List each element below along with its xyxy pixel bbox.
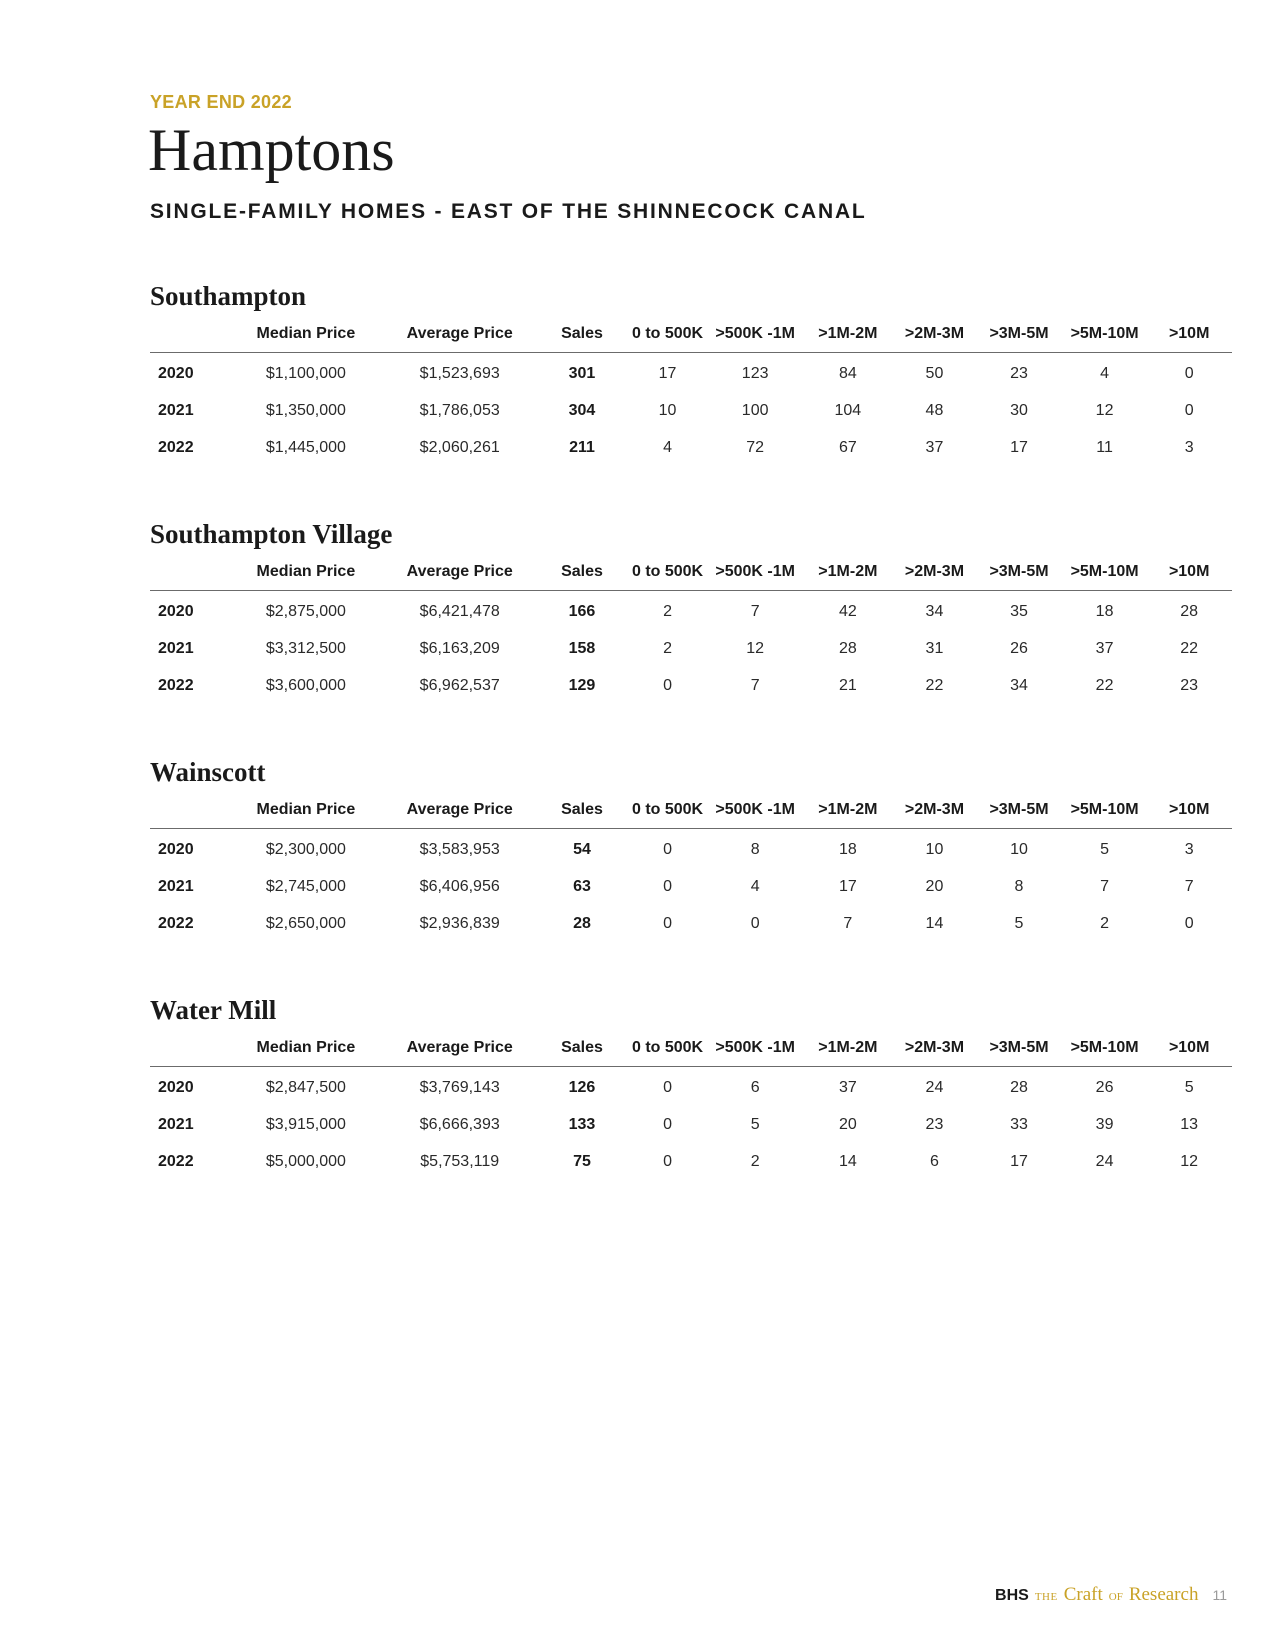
col-header-1m-2m: >1M-2M	[802, 792, 894, 829]
cell-3m-5m: 35	[1010, 602, 1028, 620]
cell-average-price: $6,421,478	[419, 602, 500, 620]
cell-1m-2m: 67	[838, 438, 857, 456]
cell-1m-2m: 37	[838, 1078, 857, 1096]
cell-3m-5m: 17	[1010, 438, 1028, 456]
footer-brand: BHS	[995, 1587, 1029, 1604]
table-row	[150, 829, 1232, 869]
cell-year: 2020	[158, 840, 194, 858]
section-wainscott	[150, 752, 1232, 942]
col-header-median-price: Median Price	[229, 316, 382, 353]
cell-0-500k: 0	[663, 1152, 672, 1170]
footer-brand-the: THE	[1034, 1591, 1058, 1603]
cell-500k-1m: 7	[750, 602, 760, 620]
cell-5m-10m: 37	[1095, 639, 1114, 657]
cell-2m-3m: 24	[925, 1078, 944, 1096]
cell-10m: 12	[1180, 1152, 1199, 1170]
table-header-row	[150, 316, 1232, 353]
col-header-year	[150, 554, 229, 591]
cell-median-price: $3,915,000	[265, 1115, 346, 1133]
cell-500k-1m: 2	[750, 1152, 760, 1170]
cell-10m: 22	[1180, 639, 1199, 657]
cell-10m: 0	[1184, 914, 1194, 932]
cell-0-500k: 0	[663, 1115, 672, 1133]
cell-average-price: $2,936,839	[419, 914, 500, 932]
col-header-average-price: Average Price	[382, 554, 537, 591]
cell-year: 2020	[158, 1078, 194, 1096]
cell-500k-1m: 6	[750, 1078, 760, 1096]
cell-2m-3m: 22	[925, 676, 944, 694]
cell-10m: 3	[1184, 438, 1194, 456]
table-row	[150, 1143, 1232, 1180]
col-header-sales: Sales	[537, 316, 627, 353]
cell-median-price: $2,300,000	[265, 840, 346, 858]
cell-5m-10m: 2	[1100, 914, 1110, 932]
cell-year: 2021	[158, 401, 194, 419]
cell-median-price: $2,745,000	[265, 877, 346, 895]
cell-5m-10m: 11	[1096, 438, 1113, 456]
cell-3m-5m: 5	[1014, 914, 1024, 932]
col-header-0-500k: 0 to 500K	[627, 1030, 709, 1067]
cell-500k-1m: 7	[750, 676, 760, 694]
cell-median-price: $1,445,000	[265, 438, 346, 456]
cell-5m-10m: 18	[1095, 602, 1114, 620]
cell-average-price: $2,060,261	[419, 438, 500, 456]
cell-3m-5m: 10	[1010, 840, 1028, 858]
col-header-year	[150, 792, 229, 829]
cell-0-500k: 2	[663, 602, 672, 620]
page-number: 11	[1212, 1587, 1227, 1603]
section-title: Southampton	[150, 281, 307, 311]
col-header-0-500k: 0 to 500K	[627, 554, 709, 591]
cell-10m: 5	[1184, 1078, 1194, 1096]
cell-2m-3m: 10	[925, 840, 944, 858]
cell-0-500k: 10	[658, 401, 677, 419]
data-table	[150, 792, 1232, 942]
cell-3m-5m: 8	[1014, 877, 1024, 895]
cell-1m-2m: 42	[838, 602, 857, 620]
cell-2m-3m: 14	[925, 914, 944, 932]
table-header-row	[150, 1030, 1232, 1067]
col-header-500k-1m: >500K -1M	[708, 554, 802, 591]
cell-year: 2022	[158, 438, 194, 456]
cell-year: 2022	[158, 914, 194, 932]
table-header-row	[150, 554, 1232, 591]
col-header-sales: Sales	[537, 554, 627, 591]
cell-3m-5m: 34	[1010, 676, 1028, 694]
cell-average-price: $5,753,119	[420, 1152, 500, 1170]
cell-10m: 7	[1184, 877, 1194, 895]
cell-year: 2022	[158, 1152, 194, 1170]
cell-10m: 23	[1180, 676, 1199, 694]
cell-10m: 0	[1184, 364, 1194, 382]
col-header-3m-5m: >3M-5M	[975, 1030, 1063, 1067]
section-southampton-village	[150, 514, 1232, 704]
table-row	[150, 868, 1232, 905]
col-header-median-price: Median Price	[229, 554, 382, 591]
cell-2m-3m: 6	[930, 1152, 939, 1170]
cell-5m-10m: 22	[1095, 676, 1114, 694]
col-header-1m-2m: >1M-2M	[802, 554, 894, 591]
col-header-500k-1m: >500K -1M	[708, 792, 802, 829]
cell-10m: 3	[1184, 840, 1194, 858]
cell-5m-10m: 12	[1095, 401, 1114, 419]
cell-0-500k: 0	[663, 914, 672, 932]
cell-0-500k: 4	[663, 438, 672, 456]
cell-3m-5m: 28	[1010, 1078, 1028, 1096]
cell-average-price: $6,666,393	[419, 1115, 500, 1133]
cell-1m-2m: 28	[838, 639, 857, 657]
cell-3m-5m: 23	[1010, 364, 1028, 382]
footer-brand-of: OF	[1108, 1591, 1123, 1603]
cell-2m-3m: 34	[925, 602, 944, 620]
cell-3m-5m: 33	[1010, 1115, 1028, 1133]
cell-1m-2m: 104	[834, 401, 862, 419]
col-header-10m: >10M	[1146, 554, 1232, 591]
cell-5m-10m: 5	[1100, 840, 1110, 858]
cell-sales: 166	[568, 602, 596, 620]
col-header-1m-2m: >1M-2M	[802, 316, 894, 353]
page-subtitle: SINGLE-FAMILY HOMES - EAST OF THE SHINNECOCK CANAL	[150, 200, 867, 223]
table-row	[150, 429, 1232, 466]
cell-average-price: $6,962,537	[419, 676, 500, 694]
cell-2m-3m: 37	[925, 438, 944, 456]
cell-average-price: $1,523,693	[419, 364, 500, 382]
footer-brand-craft: Craft	[1063, 1584, 1103, 1605]
cell-500k-1m: 0	[750, 914, 760, 932]
cell-2m-3m: 23	[925, 1115, 944, 1133]
cell-average-price: $3,583,953	[419, 840, 500, 858]
col-header-2m-3m: >2M-3M	[894, 316, 976, 353]
col-header-year	[150, 316, 229, 353]
cell-10m: 13	[1180, 1115, 1199, 1133]
section-southampton	[150, 276, 1232, 466]
col-header-2m-3m: >2M-3M	[894, 792, 976, 829]
cell-year: 2021	[158, 1115, 194, 1133]
cell-2m-3m: 50	[925, 364, 944, 382]
cell-median-price: $2,847,500	[265, 1078, 346, 1096]
cell-2m-3m: 48	[925, 401, 944, 419]
col-header-10m: >10M	[1146, 1030, 1232, 1067]
cell-sales: 63	[573, 877, 591, 895]
section-title: Southampton Village	[150, 519, 393, 549]
cell-1m-2m: 14	[838, 1152, 857, 1170]
cell-average-price: $6,406,956	[419, 877, 500, 895]
cell-500k-1m: 72	[746, 438, 765, 456]
cell-median-price: $3,312,500	[265, 639, 346, 657]
cell-year: 2020	[158, 364, 194, 382]
cell-1m-2m: 18	[838, 840, 857, 858]
cell-average-price: $3,769,143	[419, 1078, 500, 1096]
col-header-median-price: Median Price	[229, 792, 382, 829]
cell-median-price: $1,350,000	[265, 401, 346, 419]
table-row	[150, 667, 1232, 704]
section-water-mill	[150, 990, 1232, 1180]
cell-5m-10m: 7	[1100, 877, 1110, 895]
cell-3m-5m: 30	[1010, 401, 1028, 419]
cell-500k-1m: 123	[741, 364, 769, 382]
cell-10m: 0	[1184, 401, 1194, 419]
table-row	[150, 591, 1232, 631]
col-header-2m-3m: >2M-3M	[894, 1030, 976, 1067]
cell-0-500k: 0	[663, 676, 672, 694]
footer-brand-research: Research	[1128, 1584, 1199, 1605]
cell-500k-1m: 4	[750, 877, 760, 895]
cell-median-price: $2,650,000	[265, 914, 346, 932]
table-row	[150, 1067, 1232, 1107]
col-header-5m-10m: >5M-10M	[1063, 554, 1147, 591]
section-title: Water Mill	[150, 995, 277, 1025]
cell-median-price: $3,600,000	[265, 676, 346, 694]
cell-5m-10m: 24	[1095, 1152, 1114, 1170]
cell-1m-2m: 7	[843, 914, 853, 932]
col-header-average-price: Average Price	[382, 1030, 537, 1067]
col-header-year	[150, 1030, 229, 1067]
table-row	[150, 392, 1232, 429]
cell-sales: 28	[573, 914, 591, 932]
col-header-3m-5m: >3M-5M	[975, 792, 1063, 829]
col-header-3m-5m: >3M-5M	[975, 316, 1063, 353]
col-header-5m-10m: >5M-10M	[1063, 1030, 1147, 1067]
cell-0-500k: 0	[663, 877, 672, 895]
col-header-average-price: Average Price	[382, 792, 537, 829]
cell-sales: 129	[568, 676, 596, 694]
cell-500k-1m: 8	[750, 840, 760, 858]
cell-median-price: $1,100,000	[265, 364, 346, 382]
cell-1m-2m: 84	[838, 364, 857, 382]
cell-0-500k: 17	[658, 364, 677, 382]
col-header-sales: Sales	[537, 1030, 627, 1067]
cell-year: 2020	[158, 602, 194, 620]
col-header-0-500k: 0 to 500K	[627, 316, 709, 353]
cell-0-500k: 0	[663, 1078, 672, 1096]
cell-median-price: $5,000,000	[265, 1152, 346, 1170]
cell-sales: 301	[568, 364, 596, 382]
cell-year: 2021	[158, 877, 194, 895]
cell-5m-10m: 26	[1095, 1078, 1114, 1096]
col-header-2m-3m: >2M-3M	[894, 554, 976, 591]
cell-sales: 54	[573, 840, 591, 858]
cell-average-price: $1,786,053	[419, 401, 500, 419]
table-row	[150, 1106, 1232, 1143]
col-header-10m: >10M	[1146, 792, 1232, 829]
cell-1m-2m: 21	[838, 676, 857, 694]
cell-10m: 28	[1180, 602, 1199, 620]
cell-year: 2022	[158, 676, 194, 694]
data-table	[150, 554, 1232, 704]
table-row	[150, 630, 1232, 667]
cell-5m-10m: 4	[1100, 364, 1110, 382]
col-header-sales: Sales	[537, 792, 627, 829]
cell-average-price: $6,163,209	[419, 639, 500, 657]
cell-3m-5m: 17	[1010, 1152, 1028, 1170]
cell-5m-10m: 39	[1095, 1115, 1114, 1133]
year-end-kicker: YEAR END 2022	[150, 92, 292, 112]
col-header-1m-2m: >1M-2M	[802, 1030, 894, 1067]
cell-3m-5m: 26	[1010, 639, 1028, 657]
cell-500k-1m: 5	[750, 1115, 760, 1133]
cell-sales: 133	[568, 1115, 596, 1133]
cell-500k-1m: 12	[746, 639, 765, 657]
cell-1m-2m: 17	[838, 877, 857, 895]
cell-0-500k: 2	[663, 639, 672, 657]
col-header-500k-1m: >500K -1M	[708, 1030, 802, 1067]
section-title: Wainscott	[150, 757, 266, 787]
cell-sales: 304	[568, 401, 596, 419]
col-header-5m-10m: >5M-10M	[1063, 316, 1147, 353]
page-footer	[995, 1582, 1227, 1608]
table-row	[150, 353, 1232, 393]
cell-1m-2m: 20	[838, 1115, 857, 1133]
col-header-median-price: Median Price	[229, 1030, 382, 1067]
col-header-3m-5m: >3M-5M	[975, 554, 1063, 591]
cell-sales: 211	[569, 438, 595, 456]
data-table	[150, 1030, 1232, 1180]
col-header-0-500k: 0 to 500K	[627, 792, 709, 829]
data-table	[150, 316, 1232, 466]
cell-500k-1m: 100	[741, 401, 769, 419]
cell-median-price: $2,875,000	[265, 602, 346, 620]
col-header-10m: >10M	[1146, 316, 1232, 353]
cell-2m-3m: 31	[925, 639, 944, 657]
col-header-500k-1m: >500K -1M	[708, 316, 802, 353]
cell-year: 2021	[158, 639, 194, 657]
page-title: Hamptons	[148, 117, 395, 183]
cell-sales: 75	[573, 1152, 591, 1170]
cell-0-500k: 0	[663, 840, 672, 858]
cell-sales: 158	[568, 639, 596, 657]
col-header-average-price: Average Price	[382, 316, 537, 353]
table-row	[150, 905, 1232, 942]
table-header-row	[150, 792, 1232, 829]
cell-sales: 126	[568, 1078, 596, 1096]
col-header-5m-10m: >5M-10M	[1063, 792, 1147, 829]
cell-2m-3m: 20	[925, 877, 944, 895]
